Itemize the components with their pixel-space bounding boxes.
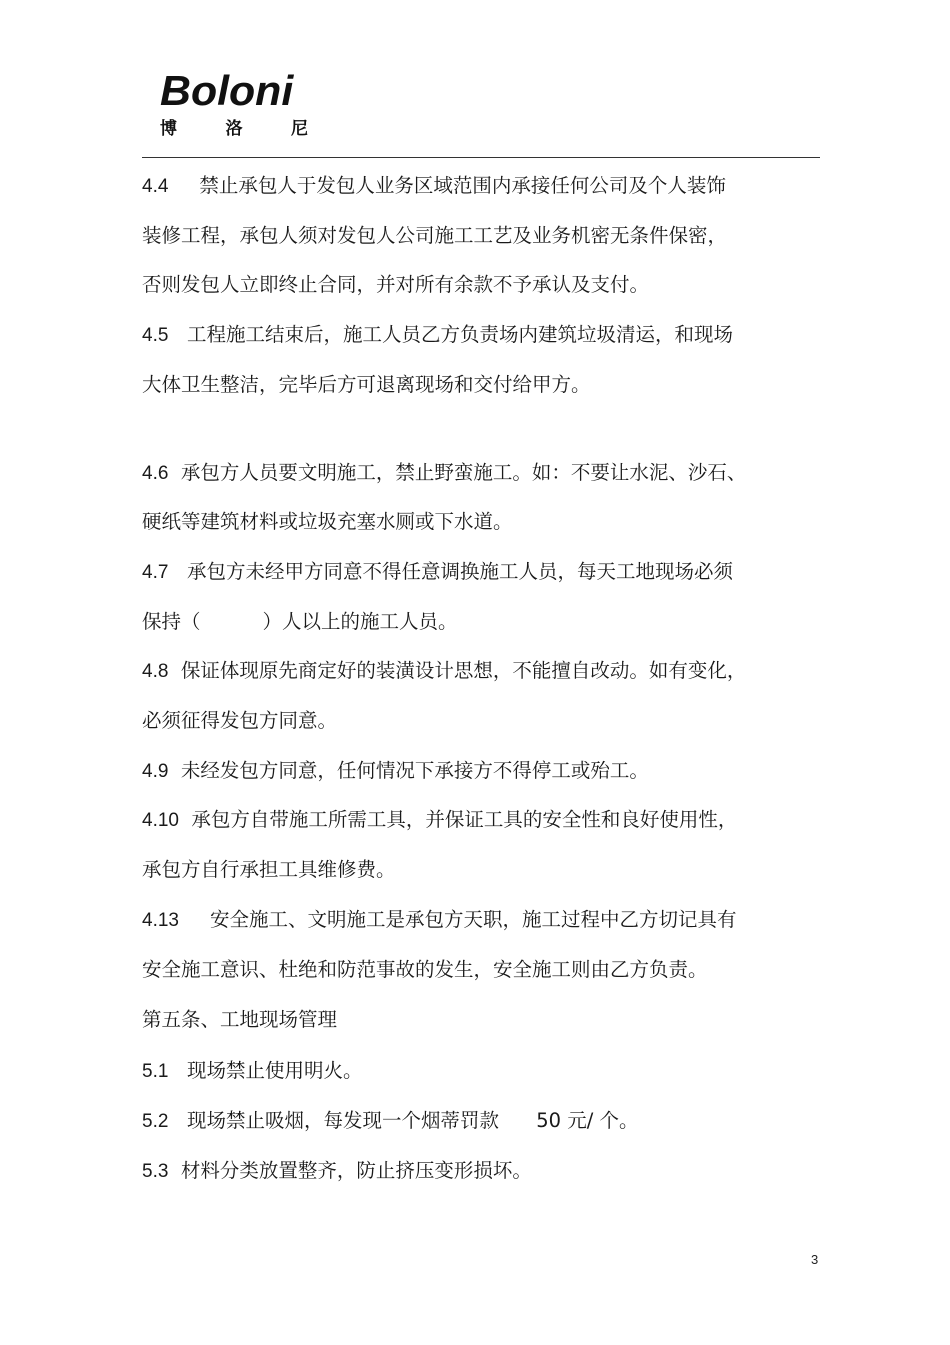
clause-text: 安全施工意识、杜绝和防范事故的发生，安全施工则由乙方负责。 (142, 958, 708, 981)
clause-4-4-line3 (142, 272, 649, 298)
clause-number: 4.4 (142, 176, 169, 197)
clause-text: 硬纸等建筑材料或垃圾充塞水厕或下水道。 (142, 510, 513, 533)
clause-number: 4.7 (142, 562, 169, 583)
clause-4-9-line1 (142, 758, 649, 785)
clause-text: 保证体现原先商定好的装潢设计思想，不能擅自改动。如有变化， (180, 659, 747, 682)
clause-text: 承包方人员要文明施工，禁止野蛮施工。如：不要让水泥、沙石、 (180, 461, 747, 484)
clause-4-8-line2 (142, 708, 337, 734)
clause-text: 装修工程，承包人须对发包人公司施工工艺及业务机密无条件保密， (142, 224, 728, 247)
clause-4-5-line1 (142, 322, 733, 349)
logo-wordmark: Boloni (160, 67, 294, 114)
clause-text: 必须征得发包方同意。 (142, 709, 338, 732)
boloni-logo (160, 67, 308, 139)
logo-chinese-name (160, 114, 308, 139)
section-5-heading (142, 1007, 337, 1033)
clause-5-2-line1 (142, 1108, 639, 1135)
clause-text: 工程施工结束后，施工人员乙方负责场内建筑垃圾清运，和现场 (187, 323, 734, 346)
page-number: 3 (811, 1252, 819, 1267)
clause-number: 5.1 (142, 1061, 169, 1082)
clause-5-3-line1 (142, 1158, 532, 1185)
clause-4-6-line1 (142, 460, 746, 487)
logo-char: 博 (160, 119, 177, 139)
clause-number: 4.8 (142, 661, 169, 682)
clause-text: 现场禁止使用明火。 (187, 1059, 363, 1082)
clause-4-7-line1 (142, 559, 733, 586)
clause-text: 承包方自行承担工具维修费。 (142, 858, 396, 881)
clause-4-13-line1 (142, 907, 737, 934)
clause-number: 5.3 (142, 1161, 169, 1182)
clause-text: 安全施工、文明施工是承包方天职，施工过程中乙方切记具有 (209, 908, 737, 931)
clause-number: 4.6 (142, 463, 169, 484)
clause-text: 保持（ ）人以上的施工人员。 (142, 610, 458, 633)
clause-4-10-line1 (142, 807, 737, 834)
logo-char: 洛 (225, 119, 243, 139)
section-heading: 第五条、工地现场管理 (142, 1008, 338, 1031)
clause-4-13-line2 (142, 957, 708, 983)
clause-number: 5.2 (142, 1111, 169, 1132)
clause-text: 大体卫生整洁，完毕后方可退离现场和交付给甲方。 (142, 373, 591, 396)
clause-4-10-line2 (142, 857, 396, 883)
logo-char: 尼 (291, 119, 308, 139)
clause-4-4-line1 (142, 173, 726, 200)
clause-number: 4.10 (142, 810, 179, 831)
clause-text: 现场禁止吸烟，每发现一个烟蒂罚款 50 元/ 个。 (187, 1109, 639, 1132)
clause-text: 禁止承包人于发包人业务区域范围内承接任何公司及个人装饰 (199, 174, 726, 197)
clause-4-5-line2 (142, 372, 591, 398)
clause-4-6-line2 (142, 509, 513, 535)
clause-4-7-line2 (142, 609, 458, 635)
clause-number: 4.13 (142, 910, 179, 931)
clause-text: 承包方自带施工所需工具，并保证工具的安全性和良好使用性， (191, 808, 738, 831)
clause-5-1-line1 (142, 1058, 363, 1085)
clause-text: 否则发包人立即终止合同，并对所有余款不予承认及支付。 (142, 273, 650, 296)
clause-4-4-line2 (142, 223, 727, 249)
clause-text: 承包方未经甲方同意不得任意调换施工人员，每天工地现场必须 (187, 560, 734, 583)
clause-text: 未经发包方同意，任何情况下承接方不得停工或殆工。 (180, 759, 649, 782)
clause-text: 材料分类放置整齐，防止挤压变形损坏。 (180, 1159, 532, 1182)
clause-number: 4.5 (142, 325, 169, 346)
clause-number: 4.9 (142, 761, 169, 782)
header-divider (142, 157, 820, 158)
clause-4-8-line1 (142, 658, 746, 685)
